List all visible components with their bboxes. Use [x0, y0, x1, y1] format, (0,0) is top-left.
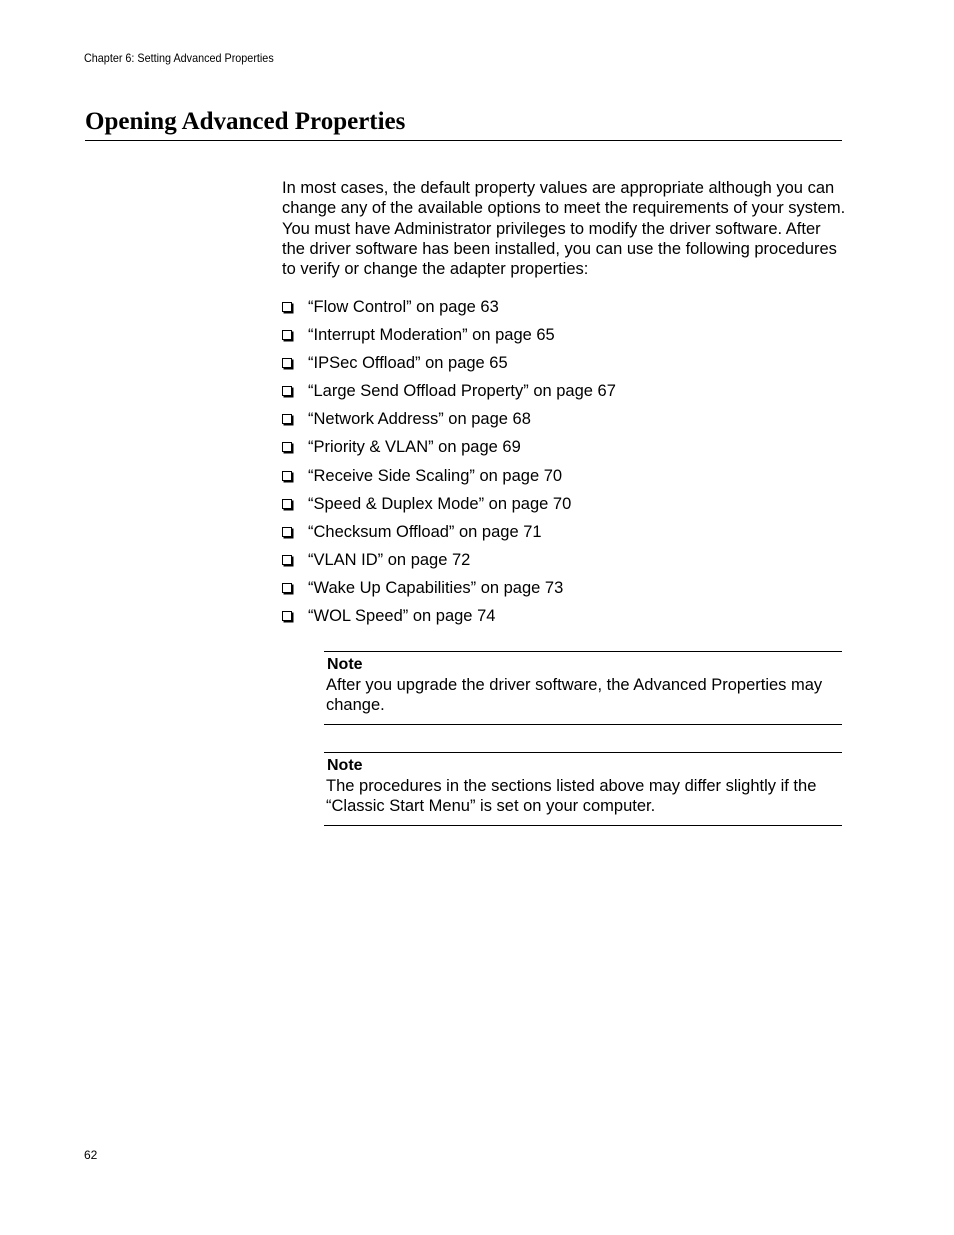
checkbox-square-icon — [282, 499, 292, 509]
checkbox-square-icon — [282, 471, 292, 481]
list-item-link[interactable]: “Priority & VLAN” on page 69 — [308, 438, 521, 457]
list-item-link[interactable]: “Receive Side Scaling” on page 70 — [308, 466, 563, 485]
list-item-link[interactable]: “Wake Up Capabilities” on page 73 — [308, 578, 564, 597]
title-rule — [85, 140, 842, 141]
list-item — [282, 521, 616, 549]
checkbox-square-icon — [282, 330, 292, 340]
list-item-link[interactable]: “WOL Speed” on page 74 — [308, 607, 496, 626]
list-item — [282, 380, 616, 408]
list-item — [282, 324, 616, 352]
list-item-link[interactable]: “IPSec Offload” on page 65 — [308, 354, 508, 373]
page-title: Opening Advanced Properties — [85, 108, 406, 135]
list-item — [282, 549, 616, 577]
note-text: The procedures in the sections listed above may differ slightly if the “Classic Start Menu” is set on your computer. — [326, 777, 817, 816]
procedure-list — [282, 296, 616, 633]
note-title: Note — [327, 757, 363, 774]
page-number: 62 — [84, 1148, 98, 1162]
list-item — [282, 465, 616, 493]
checkbox-square-icon — [282, 386, 292, 396]
checkbox-square-icon — [282, 583, 292, 593]
list-item — [282, 408, 616, 436]
intro-paragraph: In most cases, the default property values are appropriate although you can change any of the available options to meet the requirements of your system. You must have Administrator privileges to modify the driver software. After the driver software has been installed, you can use the following procedures to verify or change the adapter properties: — [282, 179, 846, 279]
list-item-link[interactable]: “VLAN ID” on page 72 — [308, 550, 471, 569]
list-item — [282, 493, 616, 521]
list-item — [282, 352, 616, 380]
list-item — [282, 605, 616, 633]
checkbox-square-icon — [282, 414, 292, 424]
list-item-link[interactable]: “Large Send Offload Property” on page 67 — [308, 382, 616, 401]
list-item — [282, 436, 616, 464]
list-item — [282, 577, 616, 605]
checkbox-square-icon — [282, 555, 292, 565]
list-item-link[interactable]: “Speed & Duplex Mode” on page 70 — [308, 494, 572, 513]
note-text: After you upgrade the driver software, the Advanced Properties may change. — [326, 676, 823, 715]
checkbox-square-icon — [282, 358, 292, 368]
checkbox-square-icon — [282, 611, 292, 621]
list-item-link[interactable]: “Flow Control” on page 63 — [308, 298, 499, 316]
checkbox-square-icon — [282, 527, 292, 537]
list-item — [282, 296, 616, 324]
checkbox-square-icon — [282, 302, 292, 312]
note-box-upgrade — [324, 651, 842, 725]
list-item-link[interactable]: “Interrupt Moderation” on page 65 — [308, 326, 555, 345]
note-box-classic-start-menu — [324, 752, 842, 826]
checkbox-square-icon — [282, 442, 292, 452]
running-header: Chapter 6: Setting Advanced Properties — [84, 51, 274, 65]
list-item-link[interactable]: “Network Address” on page 68 — [308, 410, 531, 429]
list-item-link[interactable]: “Checksum Offload” on page 71 — [308, 522, 542, 541]
note-title: Note — [327, 656, 363, 673]
